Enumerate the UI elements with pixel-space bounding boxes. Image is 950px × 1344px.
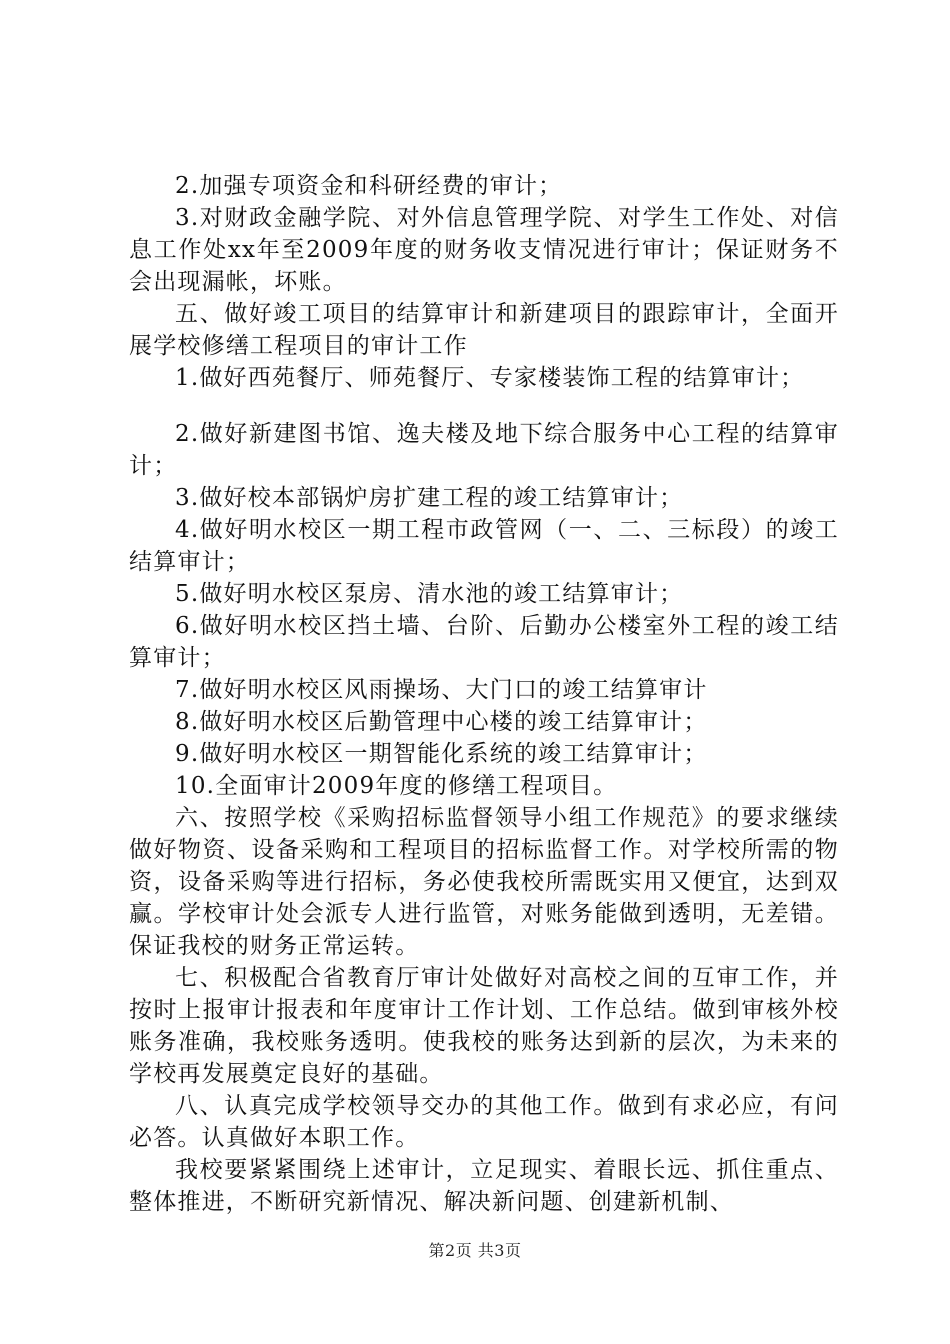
paragraph-item-2: 2.加强专项资金和科研经费的审计； — [175, 173, 563, 199]
paragraph-item-5-4: 4.做好明水校区一期工程市政管网（一、二、三标段）的竣工结算审计； — [129, 517, 839, 575]
paragraph-item-5-7: 7.做好明水校区风雨操场、大门口的竣工结算审计 — [175, 677, 708, 703]
paragraph-item-5-6: 6.做好明水校区挡土墙、台阶、后勤办公楼室外工程的竣工结算审计； — [129, 613, 839, 671]
paragraph-item-5-8: 8.做好明水校区后勤管理中心楼的竣工结算审计； — [175, 709, 708, 735]
paragraph-item-5-1: 1.做好西苑餐厅、师苑餐厅、专家楼装饰工程的结算审计； — [175, 365, 805, 391]
paragraph-item-5-3: 3.做好校本部锅炉房扩建工程的竣工结算审计； — [175, 485, 684, 511]
section-paragraph-8: 八、认真完成学校领导交办的其他工作。做到有求必应，有问必答。认真做好本职工作。 — [129, 1093, 839, 1151]
paragraph-item-5-9: 9.做好明水校区一期智能化系统的竣工结算审计； — [175, 741, 708, 767]
paragraph-item-5-2: 2.做好新建图书馆、逸夫楼及地下综合服务中心工程的结算审计； — [129, 421, 839, 479]
closing-paragraph: 我校要紧紧围绕上述审计，立足现实、着眼长远、抓住重点、整体推进，不断研究新情况、解决新问题、创建新机制、 — [129, 1157, 839, 1215]
section-paragraph-6: 六、按照学校《采购招标监督领导小组工作规范》的要求继续做好物资、设备采购和工程项目的招标监督工作。对学校所需的物资，设备采购等进行招标，务必使我校所需既实用又便宜，达到双赢。学校审计处会派专人进行监管，对账务能做到透明，无差错。保证我校的财务正常运转。 — [129, 805, 839, 959]
paragraph-item-3: 3.对财政金融学院、对外信息管理学院、对学生工作处、对信息工作处xx年至2009年度的财务收支情况进行审计；保证财务不会出现漏帐，坏账。 — [129, 205, 839, 295]
page-footer: 第2页 共3页 — [428, 1241, 522, 1260]
document-body — [129, 170, 839, 1218]
section-paragraph-7: 七、积极配合省教育厅审计处做好对高校之间的互审工作，并按时上报审计报表和年度审计工作计划、工作总结。做到审核外校账务准确，我校账务透明。使我校的账务达到新的层次，为未来的学校再发展奠定良好的基础。 — [129, 965, 839, 1087]
section-heading-5: 五、做好竣工项目的结算审计和新建项目的跟踪审计，全面开展学校修缮工程项目的审计工作 — [129, 301, 839, 359]
paragraph-item-5-5: 5.做好明水校区泵房、清水池的竣工结算审计； — [175, 581, 684, 607]
paragraph-item-5-10: 10.全面审计2009年度的修缮工程项目。 — [175, 773, 618, 799]
